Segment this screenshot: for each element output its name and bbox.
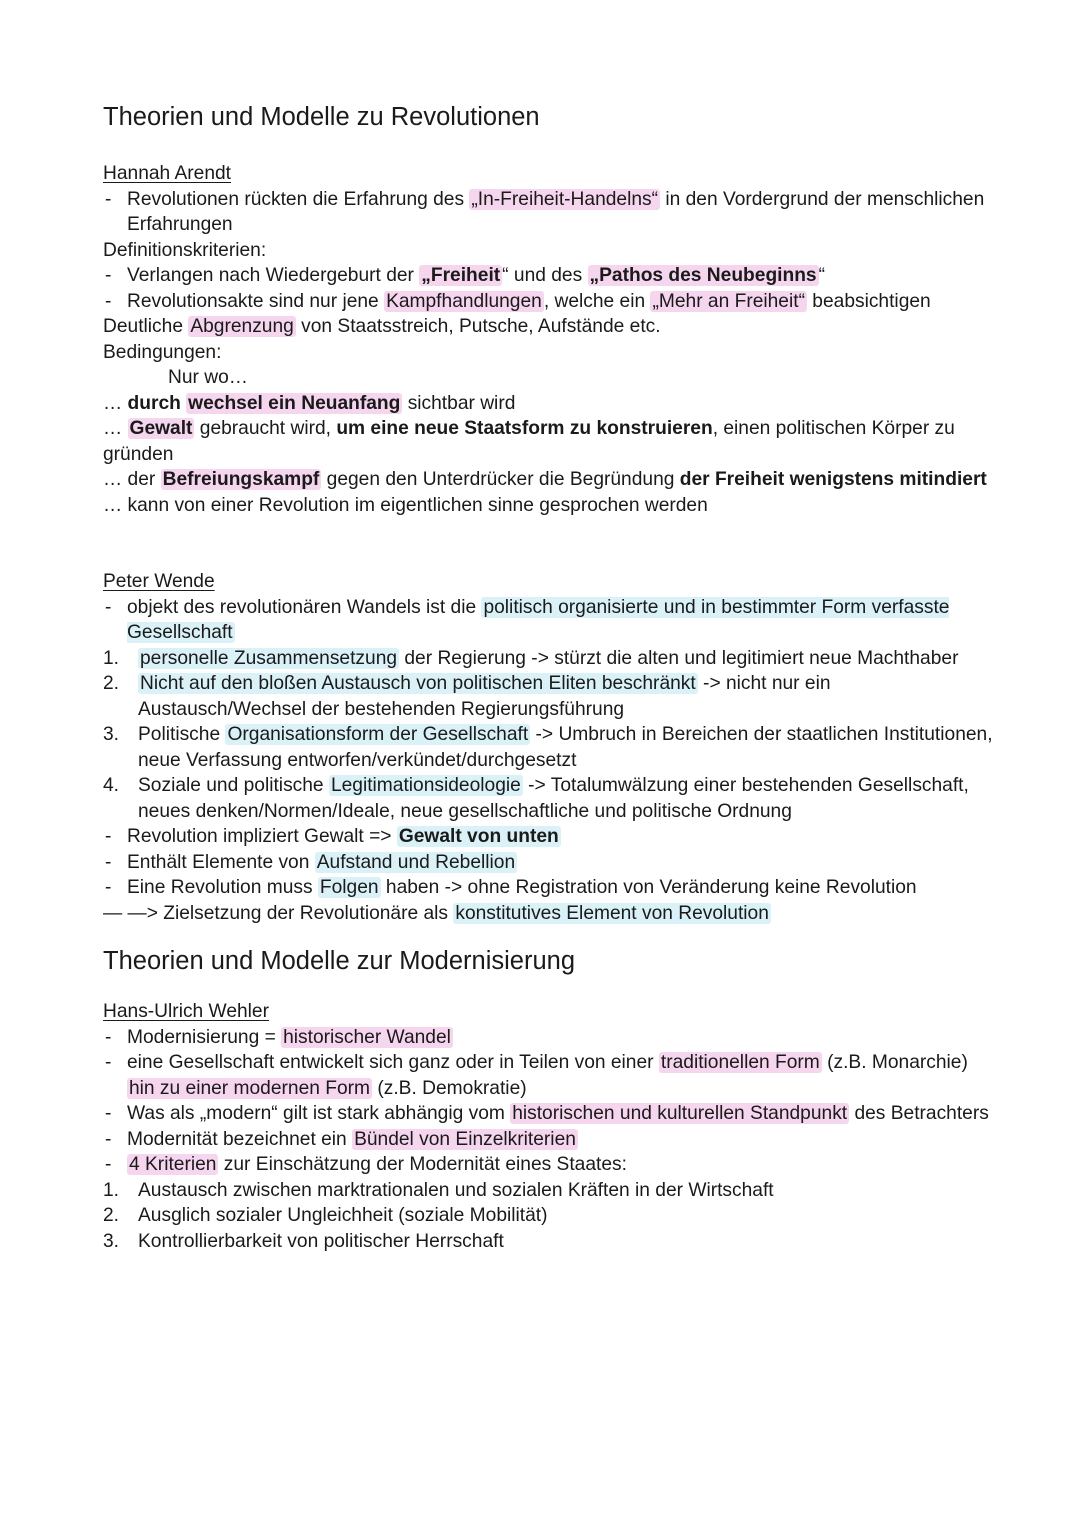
list-item: - Enthält Elemente von Aufstand und Rebellion <box>103 850 993 876</box>
list-item: - Revolution impliziert Gewalt => Gewalt von unten <box>103 824 993 850</box>
section-title-revolutionen: Theorien und Modelle zu Revolutionen <box>103 103 540 131</box>
document-page <box>103 100 993 1254</box>
condition-line: … kann von einer Revolution im eigentlichen sinne gesprochen werden <box>103 494 708 516</box>
section-title-modernisierung: Theorien und Modelle zur Modernisierung <box>103 947 576 975</box>
list-item: - objekt des revolutionären Wandels ist die politisch organisierte und in bestimmter Form verfasste Gesellschaft <box>103 595 993 646</box>
numbered-item: 3. Politische Organisationsform der Gesellschaft -> Umbruch in Bereichen der staatlichen Institutionen, neue Verfassung entworfen/verkündet/durchgesetzt <box>103 724 993 771</box>
list-item: - eine Gesellschaft entwickelt sich ganz oder in Teilen von einer traditionellen Form (z.B. Monarchie) hin zu einer modernen Form (z.B. Demokratie) <box>103 1050 993 1101</box>
label-bedingungen: Bedingungen: <box>103 341 222 363</box>
author-heading-arendt: Hannah Arendt <box>103 163 232 184</box>
text-line: Deutliche Abgrenzung von Staatsstreich, Putsche, Aufstände etc. <box>103 316 661 337</box>
numbered-item: 2. Ausglich sozialer Ungleichheit (soziale Mobilität) <box>103 1205 548 1226</box>
condition-line: … Gewalt gebraucht wird, um eine neue Staatsform zu konstruieren, einen politischen Körper zu gründen <box>103 418 955 465</box>
list-item: - Verlangen nach Wiedergeburt der „Freiheit “ und des „Pathos des Neubeginns “ <box>103 263 993 289</box>
list-item: - Revolutionsakte sind nur jene Kampfhandlungen , welche ein „Mehr an Freiheit“ beabsichtigen <box>103 289 993 315</box>
condition-line: … durch wechsel ein Neuanfang sichtbar wird <box>103 392 516 414</box>
numbered-item: 1. personelle Zusammensetzung der Regierung -> stürzt die alten und legitimiert neue Machthaber <box>103 647 959 669</box>
label-definitionskriterien: Definitionskriterien: <box>103 239 267 261</box>
list-item: - 4 Kriterien zur Einschätzung der Modernität eines Staates: <box>103 1152 993 1178</box>
numbered-item: 3. Kontrollierbarkeit von politischer Herrschaft <box>103 1230 504 1252</box>
condition-line: … der Befreiungskampf gegen den Unterdrücker die Begründung der Freiheit wenigstens mitindiert <box>103 469 987 490</box>
numbered-item: 1. Austausch zwischen marktrationalen und sozialen Kräften in der Wirtschaft <box>103 1179 774 1201</box>
list-item: - Eine Revolution muss Folgen haben -> ohne Registration von Veränderung keine Revolution <box>103 875 993 901</box>
author-heading-wende: Peter Wende <box>103 571 215 592</box>
numbered-item: 2. Nicht auf den bloßen Austausch von politischen Eliten beschränkt -> nicht nur ein Austausch/Wechsel der bestehenden Regierungsführung <box>103 673 831 720</box>
conclusion-line: — —> Zielsetzung der Revolutionäre als konstitutives Element von Revolution <box>103 902 769 924</box>
text-nur-wo: Nur wo… <box>168 367 248 388</box>
numbered-item: 4. Soziale und politische Legitimationsideologie -> Totalumwälzung einer bestehenden Gesellschaft, neues denken/Normen/Ideale, neue gesellschaftliche und politische Ordnung <box>103 775 969 822</box>
list-item: - Revolutionen rückten die Erfahrung des „In-Freiheit-Handelns“ in den Vordergrund der menschlichen Erfahrungen <box>103 187 993 238</box>
author-heading-wehler: Hans-Ulrich Wehler <box>103 1001 269 1022</box>
list-item: - Modernität bezeichnet ein Bündel von Einzelkriterien <box>103 1127 993 1153</box>
list-item: - Modernisierung = historischer Wandel <box>103 1025 993 1051</box>
list-item: - Was als „modern“ gilt ist stark abhängig vom historischen und kulturellen Standpunkt des Betrachters <box>103 1101 993 1127</box>
